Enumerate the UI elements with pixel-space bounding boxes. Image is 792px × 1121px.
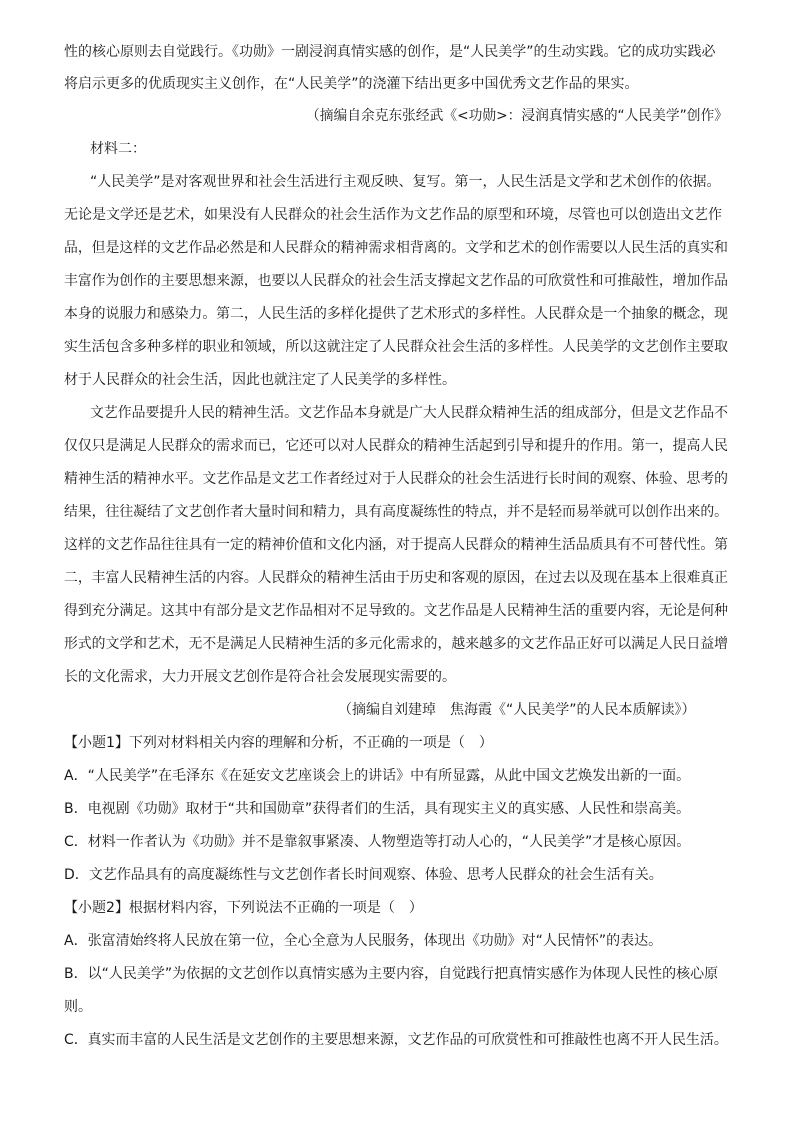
text-line: 长的文化需求，大力开展文艺创作是符合社会发展现实需要的。 xyxy=(64,669,456,685)
text-line: 本身的说服力和感染力。第二，人民生活的多样化提供了艺术形式的多样性。人民群众是一个抽象的概念，现 xyxy=(64,306,729,322)
question-option: B．以“人民美学”为依据的文艺创作以真情实感为主要内容，自觉践行把真情实感作为体现人民性的核心原 xyxy=(64,966,719,982)
question-option: D．文艺作品具有的高度凝练性与文艺创作者长时间观察、体验、思考人民群众的社会生活有关。 xyxy=(64,867,663,883)
question-option-continuation: 则。 xyxy=(64,999,92,1015)
section-heading: 材料二： xyxy=(90,141,146,157)
text-line: 丰富作为创作的主要思想来源，也要以人民群众的社会生活支撑起文艺作品的可欣赏性和可推敲性，增加作品 xyxy=(64,273,729,289)
text-line: 文艺作品要提升人民的精神生活。文艺作品本身就是广大人民群众精神生活的组成部分，但是文艺作品不 xyxy=(90,405,729,421)
question-option: C．真实而丰富的人民生活是文艺创作的主要思想来源，文艺作品的可欣赏性和可推敲性也离不开人民生活。 xyxy=(64,1032,728,1048)
text-line: 结果，往往凝结了文艺创作者大量时间和精力，具有高度凝练性的特点，并不是轻而易举就可以创作出来的。 xyxy=(64,504,729,520)
text-line: 实生活包含多种多样的职业和领域，所以这就注定了人民群众社会生活的多样性。人民美学的文艺创作主要取 xyxy=(64,339,729,355)
text-line: 仅仅只是满足人民群众的需求而已，它还可以对人民群众的精神生活起到引导和提升的作用。第一，提高人民 xyxy=(64,438,729,454)
text-line: 得到充分满足。这其中有部分是文艺作品相对不足导致的。文艺作品是人民精神生活的重要内容，无论是何种 xyxy=(64,603,729,619)
text-line: 将启示更多的优质现实主义创作，在“人民美学”的浇灌下结出更多中国优秀文艺作品的果实。 xyxy=(64,76,639,92)
source-citation: （摘编自刘建琸 焦海霞《“人民美学”的人民本质解读》） xyxy=(338,702,696,718)
question-option: A．张富清始终将人民放在第一位，全心全意为人民服务，体现出《功勋》对“人民情怀”的表达。 xyxy=(64,933,663,949)
question-option: A．“人民美学”在毛泽东《在延安文艺座谈会上的讲话》中有所显露，从此中国文艺焕发出新的一面。 xyxy=(64,768,691,784)
text-line: 材于人民群众的社会生活，因此也就注定了人民美学的多样性。 xyxy=(64,372,456,388)
text-line: 品，但是这样的文艺作品必然是和人民群众的精神需求相背离的。文学和艺术的创作需要以人民生活的真实和 xyxy=(64,240,729,256)
source-citation: （摘编自余克东张经武《<功勋>：浸润真情实感的“人民美学”创作》 xyxy=(306,108,728,124)
question-stem: 【小题1】下列对材料相关内容的理解和分析，不正确的一项是（ ） xyxy=(64,735,493,751)
text-line: 精神生活的精神水平。文艺作品是文艺工作者经过对于人民群众的社会生活进行长时间的观察、体验、思考的 xyxy=(64,471,729,487)
text-line: 这样的文艺作品往往具有一定的精神价值和文化内涵，对于提高人民群众的精神生活品质具有不可替代性。第 xyxy=(64,537,729,553)
question-option: C．材料一作者认为《功勋》并不是靠叙事紧凑、人物塑造等打动人心的，“人民美学”才是核心原因。 xyxy=(64,834,691,850)
text-line: 无论是文学还是艺术，如果没有人民群众的社会生活作为文艺作品的原型和环境，尽管也可以创造出文艺作 xyxy=(64,207,722,223)
text-line: 性的核心原则去自觉践行。《功勋》一剧浸润真情实感的创作，是“人民美学”的生动实践。它的成功实践必 xyxy=(64,44,716,60)
text-line: 二，丰富人民精神生活的内容。人民群众的精神生活由于历史和客观的原因，在过去以及现在基本上很难真正 xyxy=(64,570,729,586)
question-option: B．电视剧《功勋》取材于“共和国勋章”获得者们的生活，具有现实主义的真实感、人民性和崇高美。 xyxy=(64,801,691,817)
question-stem: 【小题2】根据材料内容，下列说法不正确的一项是（ ） xyxy=(64,900,423,916)
text-line: “人民美学”是对客观世界和社会生活进行主观反映、复写。第一，人民生活是文学和艺术创作的依据。 xyxy=(90,174,721,190)
text-line: 形式的文学和艺术，无不是满足人民精神生活的多元化需求的，越来越多的文艺作品正好可以满足人民日益增 xyxy=(64,636,729,652)
